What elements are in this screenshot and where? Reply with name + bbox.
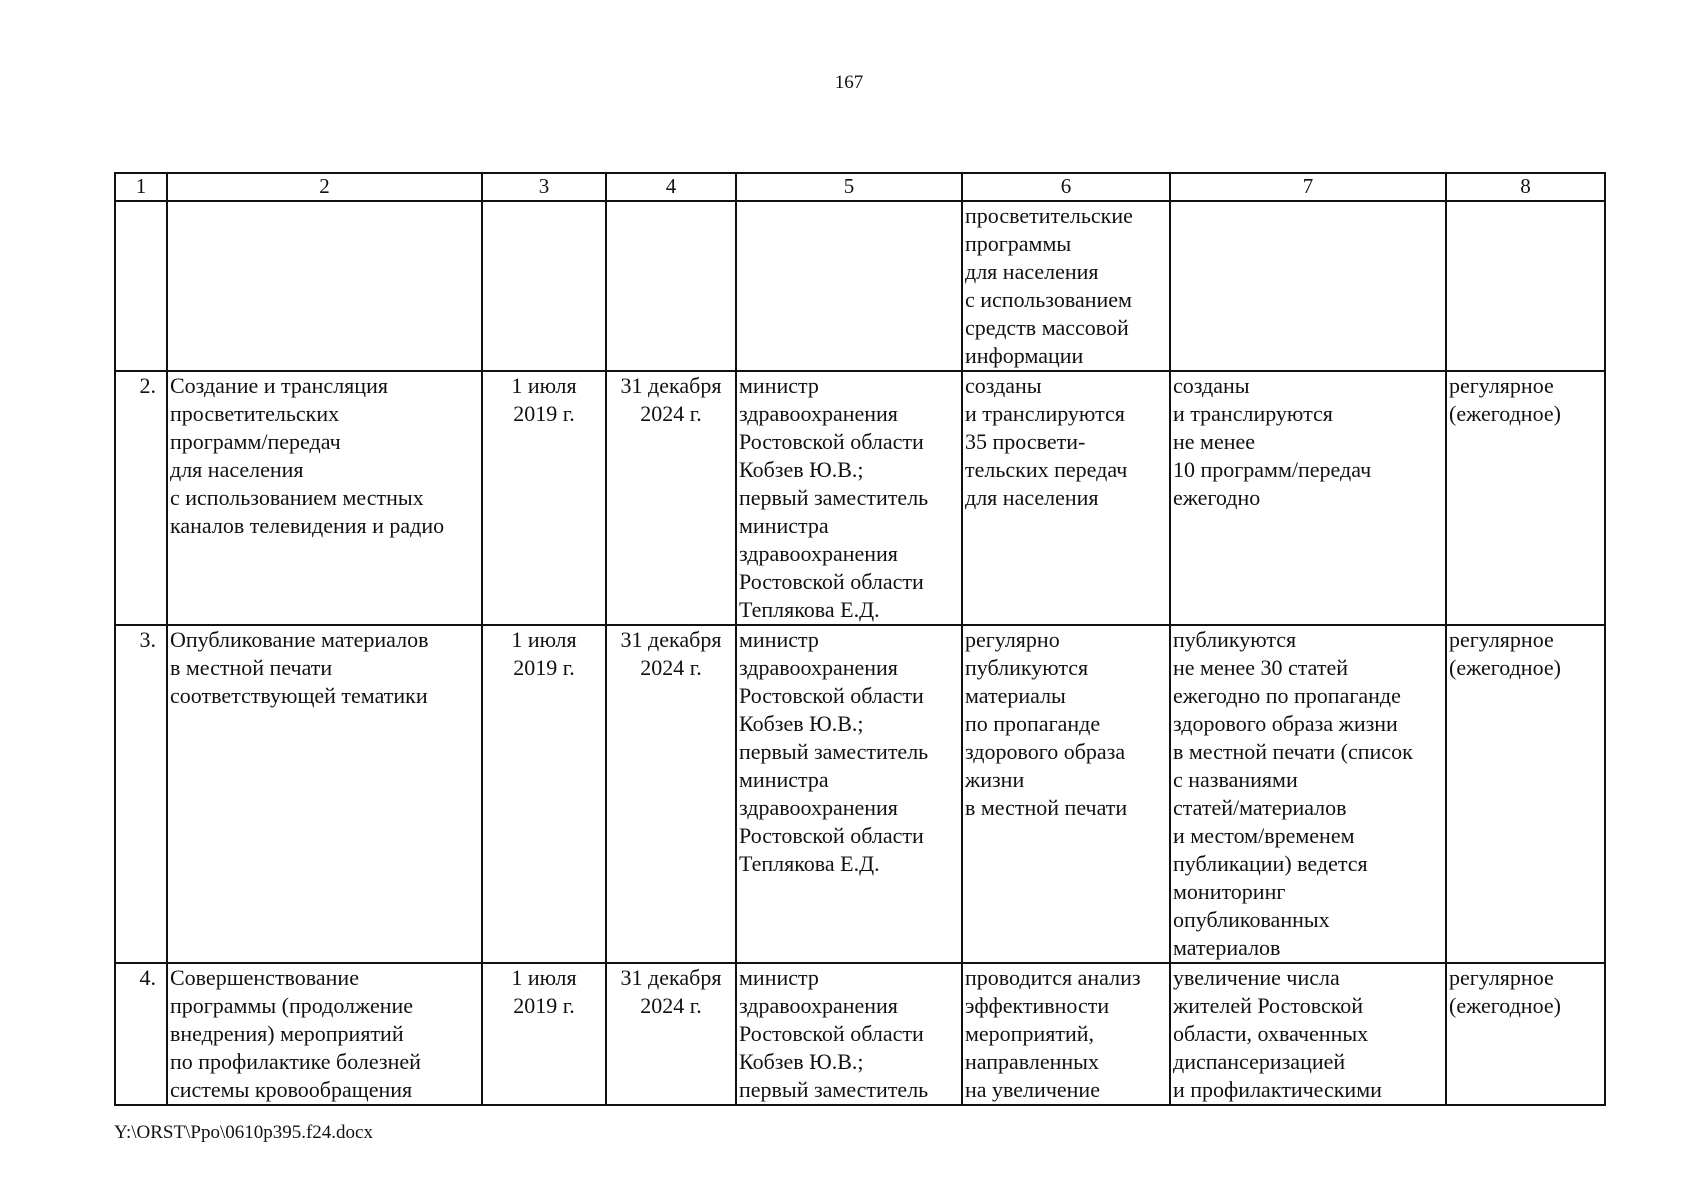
end-date-cell: 31 декабря 2024 г.: [606, 963, 736, 1105]
responsible-cell: министр здравоохранения Ростовской области Кобзев Ю.В.; первый заместитель министра здравоохранения Ростовской области Теплякова Е.Д.: [736, 625, 962, 963]
responsible-cell: министр здравоохранения Ростовской области Кобзев Ю.В.; первый заместитель министра здравоохранения Ростовской области Теплякова Е.Д.: [736, 371, 962, 625]
header-cell: 1: [115, 173, 167, 201]
header-cell: 7: [1170, 173, 1446, 201]
table-row: [115, 201, 1605, 371]
result-cell: регулярно публикуются материалы по пропаганде здорового образа жизни в местной печати: [962, 625, 1170, 963]
document-table: [114, 172, 1606, 1106]
indicator-cell: [1170, 201, 1446, 371]
start-date-cell: 1 июля 2019 г.: [482, 625, 606, 963]
periodicity-cell: [1446, 201, 1605, 371]
header-cell: 6: [962, 173, 1170, 201]
activity-cell: Создание и трансляция просветительских программ/передач для населения с использованием местных каналов телевидения и радио: [167, 371, 482, 625]
table-row: [115, 625, 1605, 963]
result-cell: просветительские программы для населения с использованием средств массовой информации: [962, 201, 1170, 371]
end-date-cell: 31 декабря 2024 г.: [606, 371, 736, 625]
start-date-cell: [482, 201, 606, 371]
indicator-cell: созданы и транслируются не менее 10 программ/передач ежегодно: [1170, 371, 1446, 625]
periodicity-cell: регулярное (ежегодное): [1446, 625, 1605, 963]
responsible-cell: министр здравоохранения Ростовской области Кобзев Ю.В.; первый заместитель: [736, 963, 962, 1105]
page-number: 167: [834, 72, 864, 93]
result-cell: созданы и транслируются 35 просвети- тельских передач для населения: [962, 371, 1170, 625]
header-cell: 2: [167, 173, 482, 201]
periodicity-cell: регулярное (ежегодное): [1446, 371, 1605, 625]
header-cell: 4: [606, 173, 736, 201]
row-number-cell: 4.: [115, 963, 167, 1105]
row-number-cell: 3.: [115, 625, 167, 963]
header-cell: 5: [736, 173, 962, 201]
header-cell: 3: [482, 173, 606, 201]
end-date-cell: [606, 201, 736, 371]
table-header-row: [115, 173, 1605, 201]
row-number-cell: 2.: [115, 371, 167, 625]
header-cell: 8: [1446, 173, 1605, 201]
document-file-path: Y:\ORST\Ppo\0610p395.f24.docx: [114, 1122, 373, 1143]
start-date-cell: 1 июля 2019 г.: [482, 371, 606, 625]
end-date-cell: 31 декабря 2024 г.: [606, 625, 736, 963]
table-row: [115, 963, 1605, 1105]
result-cell: проводится анализ эффективности мероприятий, направленных на увеличение: [962, 963, 1170, 1105]
table-row: [115, 371, 1605, 625]
responsible-cell: [736, 201, 962, 371]
activity-cell: Опубликование материалов в местной печати соответствующей тематики: [167, 625, 482, 963]
indicator-cell: увеличение числа жителей Ростовской области, охваченных диспансеризацией и профилактическими: [1170, 963, 1446, 1105]
row-number-cell: [115, 201, 167, 371]
indicator-cell: публикуются не менее 30 статей ежегодно по пропаганде здорового образа жизни в местной печати (список с названиями статей/материалов и местом/временем публикации) ведется мониторинг опубликованных материалов: [1170, 625, 1446, 963]
start-date-cell: 1 июля 2019 г.: [482, 963, 606, 1105]
activity-cell: Совершенствование программы (продолжение внедрения) мероприятий по профилактике болезней системы кровообращения: [167, 963, 482, 1105]
periodicity-cell: регулярное (ежегодное): [1446, 963, 1605, 1105]
activity-cell: [167, 201, 482, 371]
